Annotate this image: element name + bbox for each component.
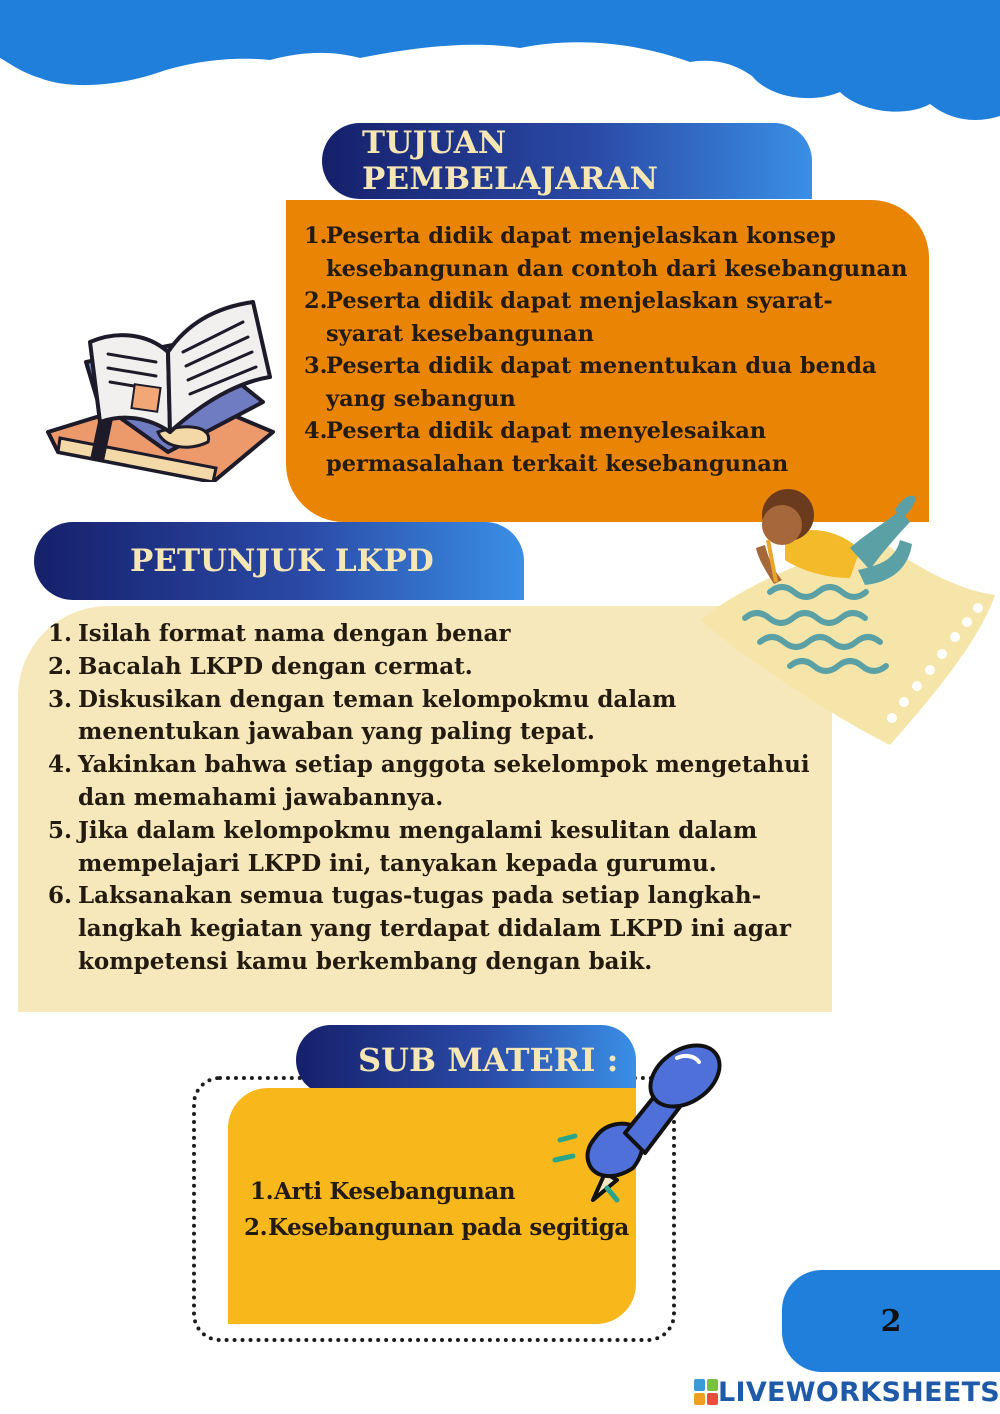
liveworksheets-brand — [694, 1376, 1000, 1408]
list-number: 1. — [250, 1178, 274, 1205]
list-number: 1. — [48, 620, 73, 647]
books-icon — [38, 282, 288, 482]
list-item — [304, 350, 909, 415]
list-text: Bacalah LKPD dengan cermat. — [78, 652, 473, 680]
list-text: Kesebangunan pada segitiga — [268, 1214, 629, 1241]
tujuan-list — [304, 220, 909, 480]
liveworksheets-logo-icon — [694, 1379, 718, 1405]
sub-materi-title: SUB MATERI : — [296, 1025, 636, 1095]
list-text: Peserta didik dapat menentukan dua benda yang sebangun — [326, 353, 877, 412]
list-item — [48, 880, 812, 978]
list-text: Jika dalam kelompokmu mengalami kesulitan dalam mempelajari LKPD ini, tanyakan kepada gurumu. — [78, 816, 758, 877]
list-item — [304, 285, 909, 350]
list-number: 6. — [48, 882, 73, 910]
list-text: Peserta didik dapat menjelaskan syarat-syarat kesebangunan — [326, 288, 833, 347]
list-item — [48, 749, 812, 815]
list-item — [244, 1210, 636, 1246]
list-number: 4. — [48, 751, 73, 779]
list-text: Yakinkan bahwa setiap anggota sekelompok mengetahui dan memahami jawabannya. — [78, 751, 810, 811]
list-text: Peserta didik dapat menjelaskan konsep kesebangunan dan contoh dari kesebangunan — [326, 223, 908, 282]
list-item — [48, 815, 812, 881]
cloud-decoration — [0, 0, 1000, 130]
list-item — [304, 220, 909, 285]
list-text: Laksanakan semua tugas-tugas pada setiap langkah-langkah kegiatan yang terdapat didalam LKPD ini agar kompetensi kamu berkembang dengan baik. — [78, 882, 792, 975]
list-number: 5. — [48, 816, 73, 844]
petunjuk-title: PETUNJUK LKPD — [34, 522, 524, 600]
list-number: 1. — [304, 223, 328, 249]
page-number: 2 — [782, 1270, 1000, 1372]
list-text: Arti Kesebangunan — [274, 1178, 516, 1205]
list-number: 2. — [48, 652, 73, 680]
child-writing-illustration — [690, 470, 1000, 750]
list-text: Diskusikan dengan teman kelompokmu dalam menentukan jawaban yang paling tepat. — [78, 685, 677, 746]
list-text: Peserta didik dapat menyelesaikan permasalahan terkait kesebangunan — [326, 418, 789, 477]
list-number: 2. — [244, 1214, 268, 1241]
list-text: Isilah format nama dengan benar — [78, 620, 511, 647]
list-number: 4. — [304, 418, 328, 444]
list-number: 2. — [304, 288, 328, 314]
pushpin-icon — [545, 1028, 730, 1208]
tujuan-title: TUJUAN PEMBELAJARAN — [322, 123, 812, 199]
list-number: 3. — [48, 685, 73, 713]
list-number: 3. — [304, 353, 328, 379]
brand-text: LIVEWORKSHEETS — [718, 1376, 1000, 1408]
